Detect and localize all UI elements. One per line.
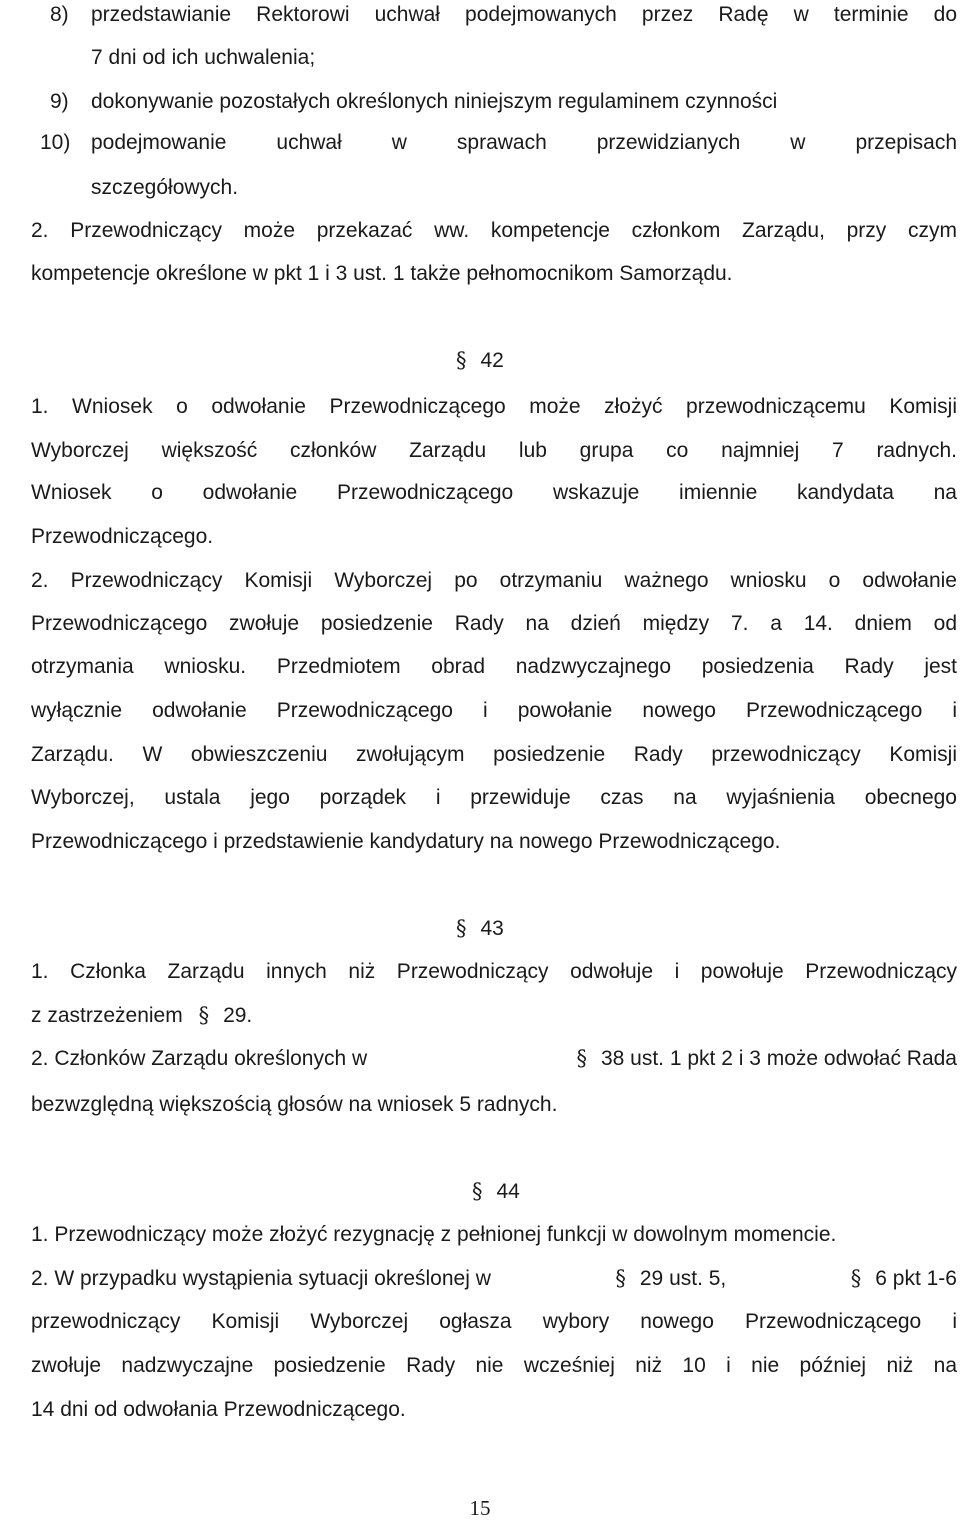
section-heading-44 [472, 1181, 520, 1202]
paragraph-text-part: 29 ust. 5, [639, 1267, 727, 1290]
paragraph-text: Przewodniczącego. [31, 525, 214, 548]
page-number: 15 [469, 1496, 491, 1520]
list-number: 9) [50, 90, 69, 113]
paragraph-text-part: 6 pkt 1-6 [875, 1267, 957, 1290]
list-number: 8) [50, 3, 69, 26]
paragraph-text: 1. Przewodniczący może złożyć rezygnację z pełnionej funkcji w dowolnym momencie. [31, 1223, 837, 1246]
section-mark: § [850, 1266, 862, 1290]
list-item-text: przedstawianie Rektorowi uchwał podejmowanych przez Radę w terminie do [91, 3, 957, 26]
section-mark: § [198, 1003, 210, 1027]
paragraph-text-part: 2. W przypadku wystąpienia sytuacji określonej w [31, 1267, 491, 1290]
section-heading-42 [456, 350, 504, 371]
paragraph-text: 1. Członka Zarządu innych niż Przewodniczący odwołuje i powołuje Przewodniczący [31, 960, 957, 983]
list-item-text: dokonywanie pozostałych określonych niniejszym regulaminem czynności [91, 90, 778, 113]
paragraph-text: kompetencje określone w pkt 1 i 3 ust. 1 także pełnomocnikom Samorządu. [31, 262, 733, 285]
paragraph-text-part: 2. Członków Zarządu określonych w [31, 1047, 368, 1070]
paragraph-text: zwołuje nadzwyczajne posiedzenie Rady nie wcześniej niż 10 i nie później niż na [31, 1354, 957, 1377]
paragraph-text: bezwzględną większością głosów na wniosek 5 radnych. [31, 1093, 558, 1116]
section-mark: § [456, 916, 467, 940]
section-number: 43 [480, 917, 504, 940]
paragraph-text: Wyborczej większość członków Zarządu lub grupa co najmniej 7 radnych. [31, 439, 957, 462]
section-mark: § [456, 348, 467, 372]
paragraph-text-part: 38 ust. 1 pkt 2 i 3 może odwołać Rada [600, 1047, 957, 1070]
paragraph-text: otrzymania wniosku. Przedmiotem obrad nadzwyczajnego posiedzenia Rady jest [31, 655, 957, 678]
paragraph-text: 14 dni od odwołania Przewodniczącego. [31, 1398, 406, 1421]
list-item-text: 7 dni od ich uchwalenia; [91, 46, 316, 69]
paragraph-text-part: 29. [223, 1004, 253, 1027]
paragraph-text: Wyborczej, ustala jego porządek i przewiduje czas na wyjaśnienia obecnego [31, 786, 957, 809]
section-mark: § [472, 1179, 483, 1203]
section-mark: § [576, 1046, 587, 1070]
paragraph-text: Przewodniczącego zwołuje posiedzenie Rady na dzień między 7. a 14. dniem od [31, 612, 957, 635]
list-item-text: szczegółowych. [91, 176, 239, 199]
paragraph-text: Wniosek o odwołanie Przewodniczącego wskazuje imiennie kandydata na [31, 481, 957, 504]
section-number: 44 [496, 1180, 520, 1203]
paragraph-text-part: z zastrzeżeniem [31, 1004, 183, 1027]
section-number: 42 [480, 349, 504, 372]
paragraph-text [31, 1268, 957, 1289]
paragraph-text [31, 1005, 252, 1026]
paragraph-text: 1. Wniosek o odwołanie Przewodniczącego może złożyć przewodniczącemu Komisji [31, 395, 957, 418]
paragraph-text: wyłącznie odwołanie Przewodniczącego i powołanie nowego Przewodniczącego i [31, 699, 957, 722]
list-item-text: podejmowanie uchwał w sprawach przewidzianych w przepisach [91, 131, 957, 154]
paragraph-text: 2. Przewodniczący może przekazać ww. kompetencje członkom Zarządu, przy czym [31, 219, 957, 242]
section-mark: § [615, 1266, 626, 1290]
paragraph-text [31, 1048, 957, 1069]
paragraph-text: przewodniczący Komisji Wyborczej ogłasza wybory nowego Przewodniczącego i [31, 1310, 957, 1333]
paragraph-text: 2. Przewodniczący Komisji Wyborczej po otrzymaniu ważnego wniosku o odwołanie [31, 569, 957, 592]
paragraph-text: Zarządu. W obwieszczeniu zwołującym posiedzenie Rady przewodniczący Komisji [31, 743, 957, 766]
section-heading-43 [456, 918, 504, 939]
paragraph-text: Przewodniczącego i przedstawienie kandydatury na nowego Przewodniczącego. [31, 830, 781, 853]
list-number: 10) [40, 131, 71, 154]
